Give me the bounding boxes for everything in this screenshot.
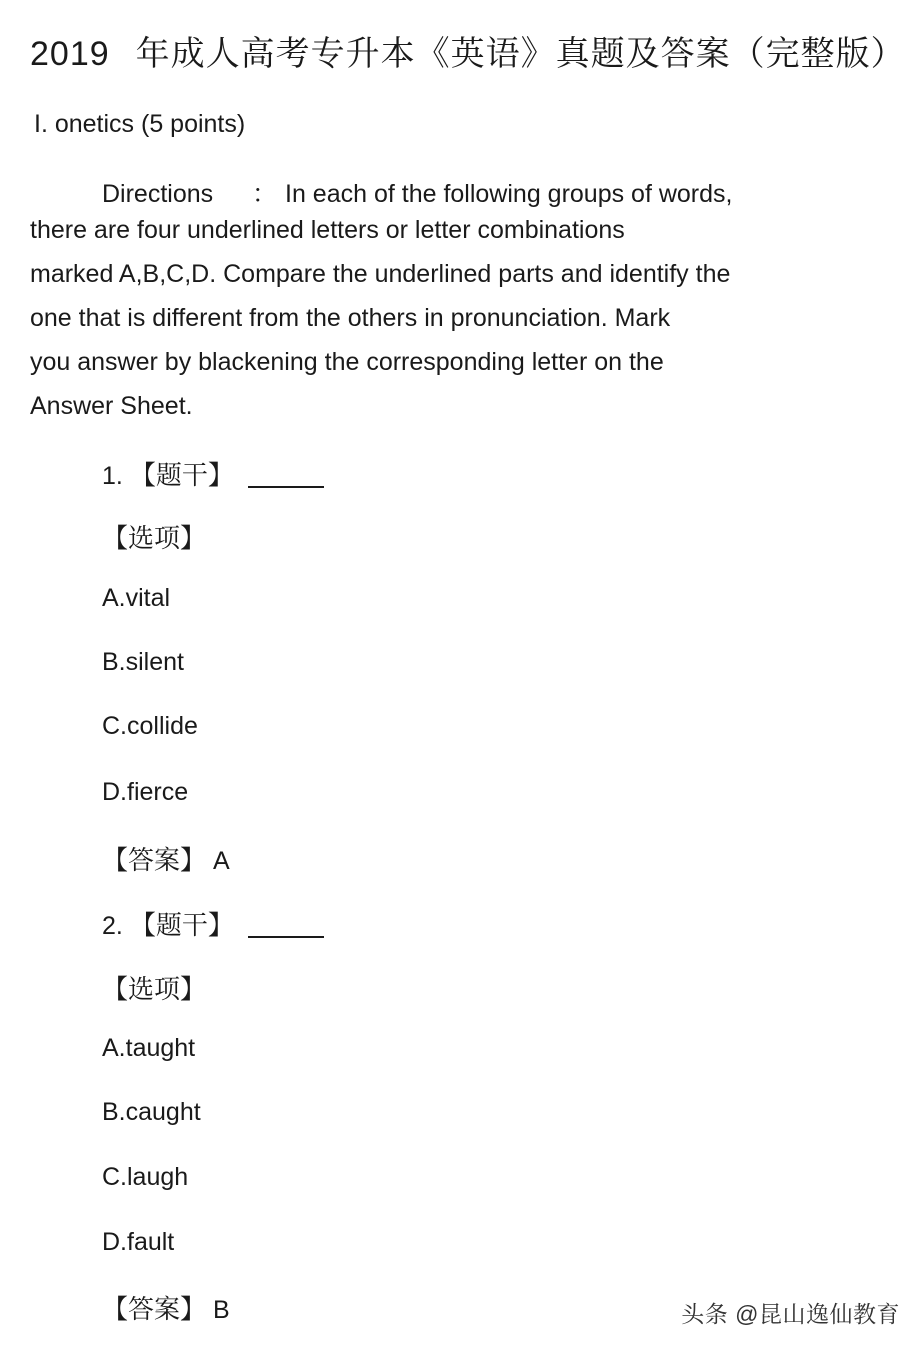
question-number: 2.: [102, 912, 123, 940]
stem-label: 【题干】: [129, 461, 234, 491]
title-text: 年成人高考专升本《英语》真题及答案（完整版）: [135, 34, 906, 74]
section-heading: I. onetics (5 points): [34, 110, 246, 138]
question-1-option-c: C.collide: [102, 712, 198, 740]
question-1-answer: [102, 840, 230, 877]
directions-line-1: [102, 174, 733, 210]
page-title: [30, 26, 906, 75]
directions-colon: ：: [252, 180, 278, 208]
question-2-option-a: A.taught: [102, 1034, 196, 1062]
directions-line-4: one that is different from the others in pronunciation. Mark: [30, 304, 671, 332]
answer-value: A: [212, 847, 230, 875]
directions-line-6: Answer Sheet.: [30, 392, 193, 420]
directions-text-1: In each of the following groups of words,: [285, 180, 733, 208]
answer-blank: [248, 936, 324, 938]
answer-label: 【答案】: [102, 1295, 207, 1325]
watermark: 头条 @昆山逸仙教育: [681, 1301, 900, 1327]
directions-line-2: there are four underlined letters or letter combinations: [30, 216, 625, 244]
question-2-answer: [102, 1289, 230, 1326]
directions-label: Directions: [102, 180, 214, 208]
question-2-stem: [102, 905, 324, 942]
question-1-option-b: B.silent: [102, 648, 184, 676]
question-1-stem: [102, 455, 324, 492]
question-1-option-a: A.vital: [102, 584, 171, 612]
directions-line-3: marked A,B,C,D. Compare the underlined parts and identify the: [30, 260, 731, 288]
question-2-option-c: C.laugh: [102, 1163, 189, 1191]
question-number: 1.: [102, 462, 123, 490]
question-2-option-b: B.caught: [102, 1098, 201, 1126]
directions-line-5: you answer by blackening the corresponding letter on the: [30, 348, 664, 376]
question-1-options-label: 【选项】: [102, 524, 207, 554]
stem-label: 【题干】: [129, 911, 234, 941]
answer-label: 【答案】: [102, 846, 207, 876]
answer-blank: [248, 486, 324, 488]
question-1-option-d: D.fierce: [102, 778, 189, 806]
question-2-options-label: 【选项】: [102, 975, 207, 1005]
question-2-option-d: D.fault: [102, 1228, 175, 1256]
title-year: 2019: [30, 35, 110, 73]
answer-value: B: [212, 1296, 230, 1324]
